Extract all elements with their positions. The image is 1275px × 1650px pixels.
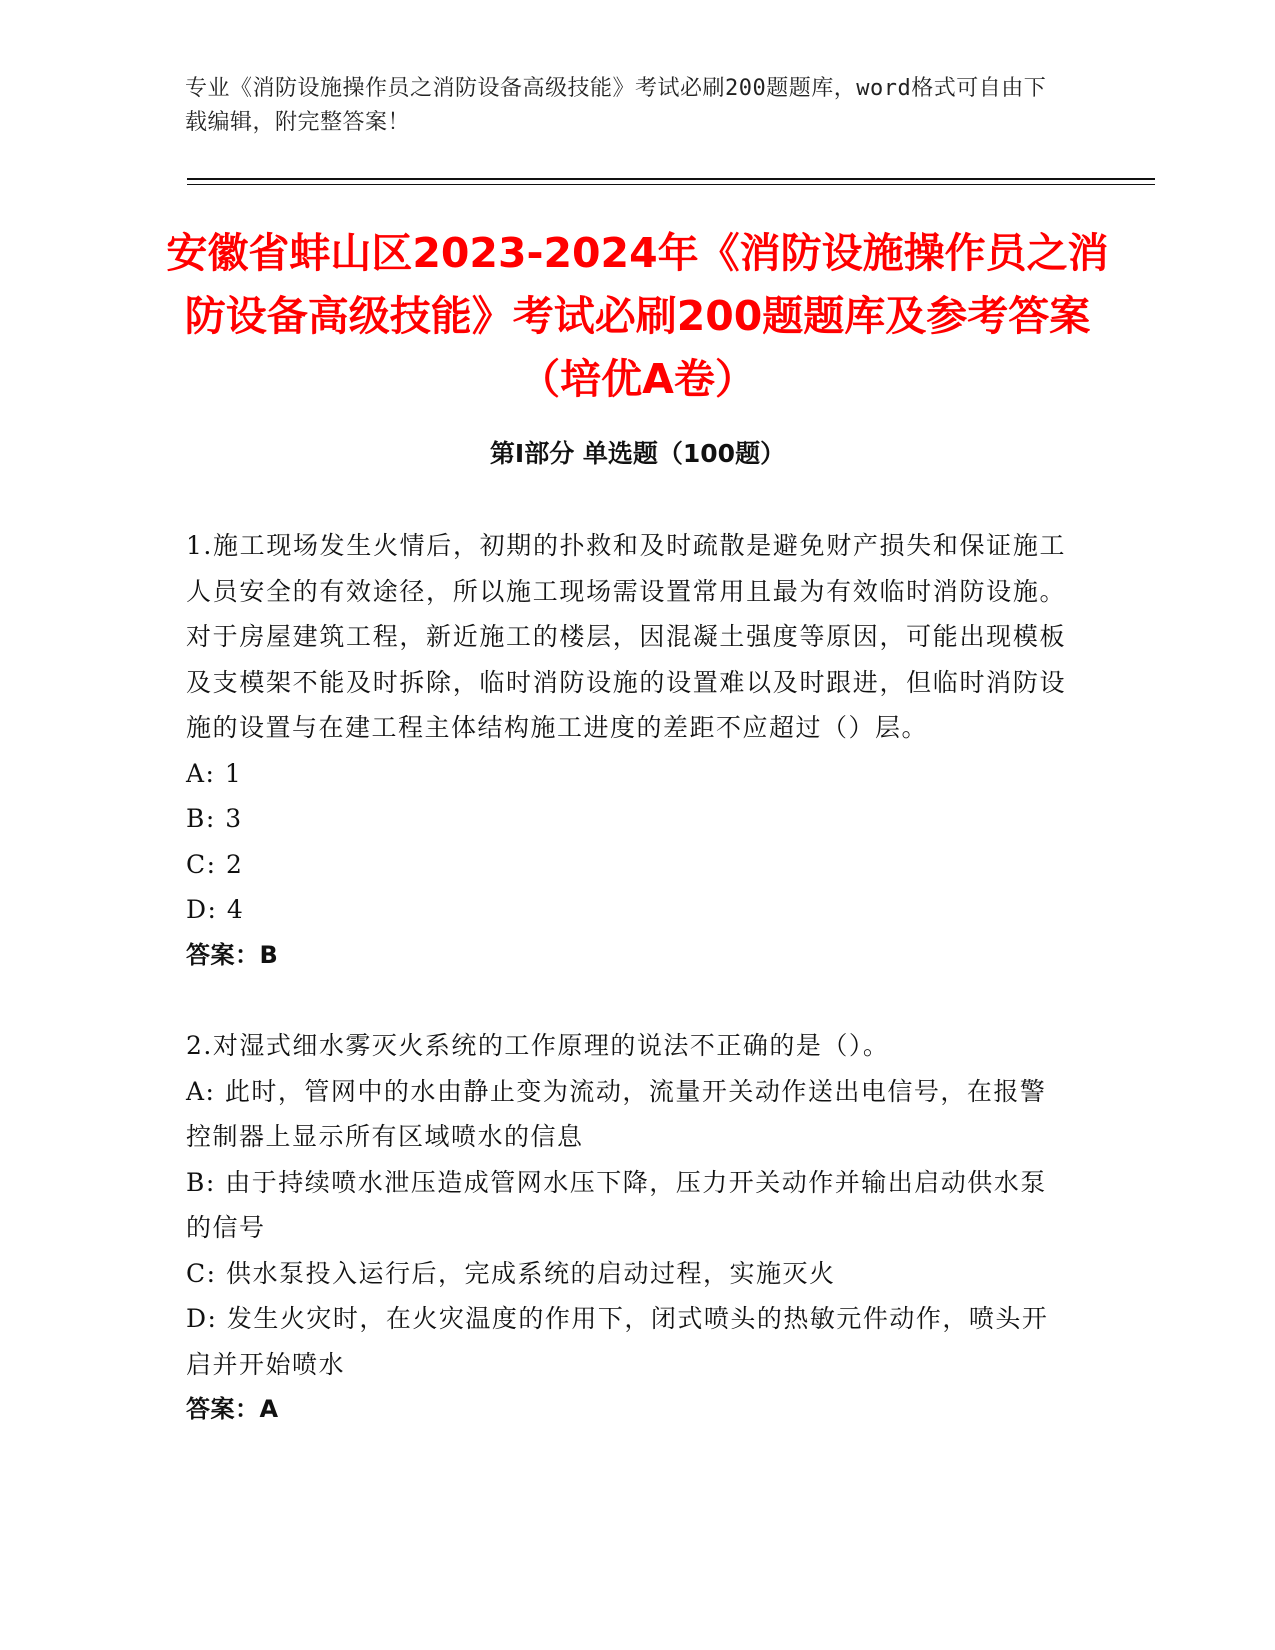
option-c: C: 供水泵投入运行后，完成系统的启动过程，实施灭火 (186, 1258, 836, 1288)
question-2 (186, 1023, 1066, 1433)
question-stem: 2.对湿式细水雾灭火系统的工作原理的说法不正确的是（）。 (186, 1031, 890, 1060)
header-divider-thin (187, 184, 1155, 185)
option-d: D: 4 (186, 895, 245, 924)
question-1 (186, 523, 1066, 978)
document-title: 安徽省蚌山区2023-2024年《消防设施操作员之消防设备高级技能》考试必刷200题题库及参考答案（培优A卷） (166, 229, 1109, 403)
answer-line: 答案：A (186, 1395, 279, 1423)
answer-line: 答案：B (186, 940, 279, 969)
option-b: B: 由于持续喷水泄压造成管网水压下降，压力开关动作并输出启动供水泵的信号 (186, 1167, 1047, 1242)
question-list (186, 523, 1066, 1433)
option-a: A: 此时，管网中的水由静止变为流动，流量开关动作送出电信号，在报警控制器上显示所有区域喷水的信息 (186, 1076, 1047, 1151)
option-c: C: 2 (186, 849, 244, 879)
option-b: B: 3 (186, 804, 243, 833)
option-d: D: 发生火灾时，在火灾温度的作用下，闭式喷头的热敏元件动作，喷头开启并开始喷水 (186, 1304, 1049, 1379)
option-a: A: 1 (186, 758, 243, 788)
header-divider-thick (187, 178, 1155, 180)
section-title: 第I部分 单选题（100题） (489, 439, 786, 468)
question-stem: 1.施工现场发生火情后，初期的扑救和及时疏散是避免财产损失和保证施工人员安全的有效途径，所以施工现场需设置常用且最为有效临时消防设施。对于房屋建筑工程，新近施工的楼层，因混凝土强度等原因，可能出现模板及支模架不能及时拆除，临时消防设施的设置难以及时跟进，但临时消防设施的设置与在建工程主体结构施工进度的差距不应超过（）层。 (186, 531, 1066, 742)
header-note: 专业《消防设施操作员之消防设备高级技能》考试必刷200题题库，word格式可自由下载编辑，附完整答案！ (185, 76, 1047, 135)
